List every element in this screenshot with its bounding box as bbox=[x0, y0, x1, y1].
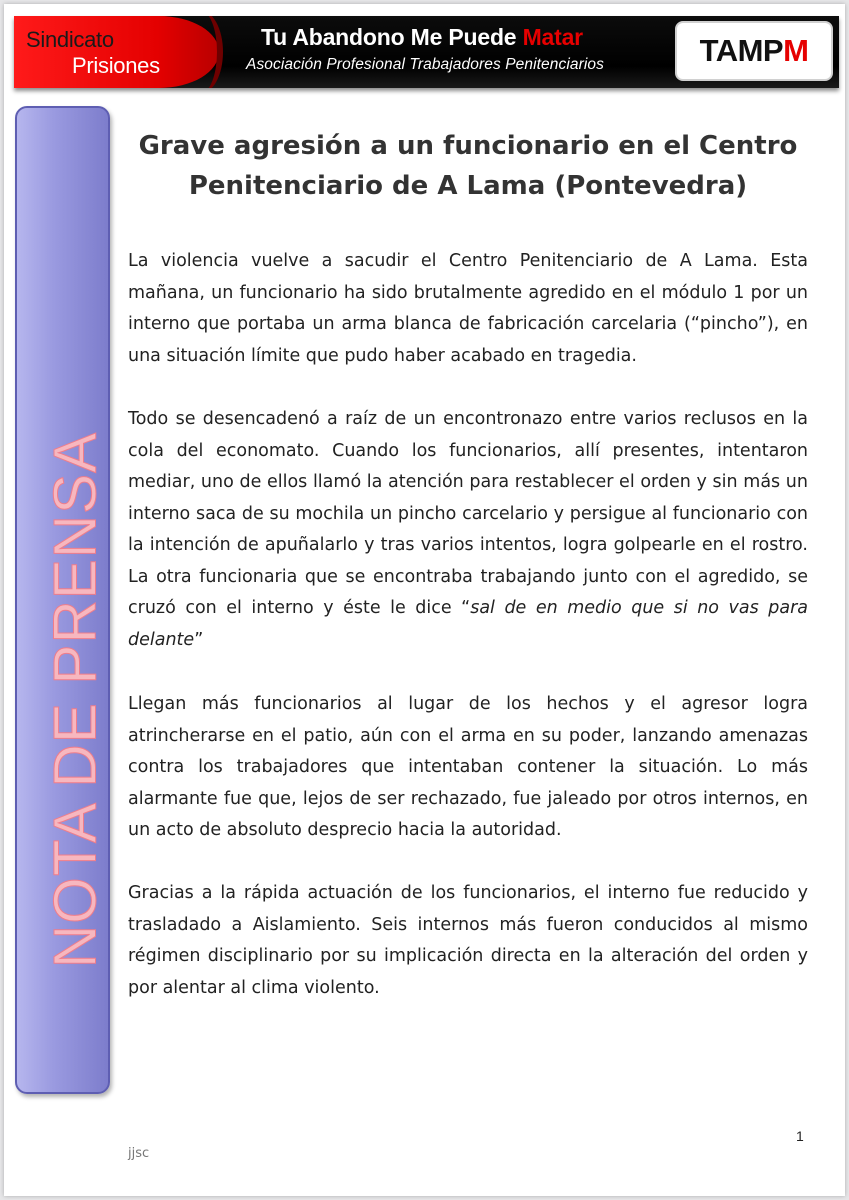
side-tab-label: NOTA DE PRENSA bbox=[41, 431, 109, 969]
paragraph-2 bbox=[128, 404, 808, 656]
title-line-1: Grave agresión a un funcionario en el Centro bbox=[138, 131, 798, 161]
sindicato-prisiones-logo bbox=[14, 16, 219, 88]
logo-line-1: Sindicato bbox=[26, 27, 114, 52]
article-title bbox=[128, 126, 808, 206]
tampm-logo bbox=[675, 21, 833, 81]
slogan-red: Matar bbox=[522, 24, 583, 50]
header-banner bbox=[14, 16, 839, 88]
paragraph-2-text: Todo se desencadenó a raíz de un encontronazo entre varios reclusos en la cola del economato. Cuando los funcionarios, allí presentes, intentaron mediar, uno de ellos llamó la atención para restablecer el orden y sin más un interno saca de su mochila un pincho carcelario y persigue al funcionario con la intención de apuñalarlo y tras varios intentos, logra golpearle en el rostro. La otra funcionaria que se encontraba trabajando junto con el agredido, se cruzó con el interno y éste le dice “ bbox=[128, 409, 808, 618]
logo-line-2: Prisiones bbox=[72, 53, 160, 78]
page-number: 1 bbox=[796, 1128, 804, 1144]
tampm-m: M bbox=[783, 33, 809, 68]
association-name: Asociación Profesional Trabajadores Penitenciarios bbox=[246, 56, 604, 73]
tampm-text: TAMP bbox=[699, 33, 784, 68]
paragraph-1: La violencia vuelve a sacudir el Centro Penitenciario de A Lama. Esta mañana, un funcionario ha sido brutalmente agredido en el módulo 1 por un interno que portaba un arma blanca de fabricación carcelaria (“pincho”), en una situación límite que pudo haber acabado en tragedia. bbox=[128, 251, 808, 366]
paragraph-4: Gracias a la rápida actuación de los funcionarios, el interno fue reducido y trasladado a Aislamiento. Seis internos más fueron conducidos al mismo régimen disciplinario por su implicación directa en la alteración del orden y por alentar al clima violento. bbox=[128, 883, 808, 998]
title-line-2: Penitenciario de A Lama (Pontevedra) bbox=[188, 171, 748, 201]
slogan bbox=[261, 24, 583, 51]
paragraph-2-quote: sal de en medio que si no vas para delante bbox=[128, 598, 809, 650]
paragraph-2-close: ” bbox=[194, 629, 204, 650]
slogan-main: Tu Abandono Me Puede bbox=[261, 24, 523, 50]
author-initials: jjsc bbox=[128, 1146, 150, 1161]
press-release-side-tab bbox=[15, 106, 110, 1094]
paragraph-3: Llegan más funcionarios al lugar de los hechos y el agresor logra atrincherarse en el patio, aún con el arma en su poder, lanzando amenazas contra los trabajadores que intentaban contener la situación. Lo más alarmante fue que, lejos de ser rechazado, fue jaleado por otros internos, en un acto de absoluto desprecio hacia la autoridad. bbox=[128, 694, 808, 840]
page-sheet bbox=[4, 4, 845, 1196]
